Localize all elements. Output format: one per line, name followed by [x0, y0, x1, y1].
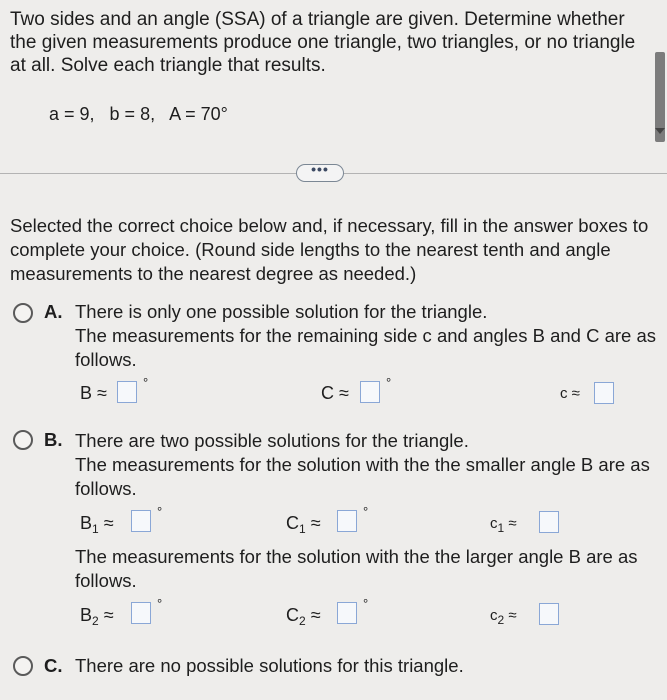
answer-box-B2[interactable]: [131, 602, 151, 624]
label-c2: $c_2$ ≈: [490, 607, 517, 627]
choice-b-line3: The measurements for the solution with the the larger angle B are as follows.: [75, 546, 638, 591]
radio-choice-c[interactable]: [13, 656, 33, 676]
choice-a-letter: A.: [44, 301, 63, 322]
radio-choice-b[interactable]: [13, 430, 33, 450]
degree-symbol: °: [157, 596, 163, 611]
answer-box-C1[interactable]: [337, 510, 357, 532]
choice-a-text: [75, 300, 660, 372]
label-C2: $C_2$ ≈: [286, 605, 321, 628]
label-c1: $c_1$ ≈: [490, 515, 517, 535]
choice-a-line1: There is only one possible solution for the triangle.: [75, 301, 488, 322]
label-C1: $C_1$ ≈: [286, 513, 321, 536]
choice-b-text: [75, 429, 660, 501]
label-B1: $B_1$ ≈: [80, 513, 114, 536]
problem-statement: Two sides and an angle (SSA) of a triangle are given. Determine whether the given measurements produce one triangle, two triangles, or no triangle at all. Solve each triangle that results.: [10, 9, 636, 76]
answer-box-c[interactable]: [594, 382, 614, 404]
choice-b-letter: B.: [44, 429, 63, 450]
degree-symbol: °: [143, 375, 149, 390]
choice-c-letter: C.: [44, 655, 63, 676]
answer-box-c2[interactable]: [539, 603, 559, 625]
radio-choice-a[interactable]: [13, 303, 33, 323]
choice-b-line2: The measurements for the solution with the the smaller angle B are as follows.: [75, 454, 650, 499]
choice-a-line2: The measurements for the remaining side c and angles B and C are as follows.: [75, 325, 657, 370]
more-button[interactable]: •••: [296, 164, 344, 182]
answer-box-B1[interactable]: [131, 510, 151, 532]
degree-symbol: °: [363, 596, 369, 611]
degree-symbol: °: [363, 504, 369, 519]
label-C: C ≈: [321, 383, 349, 403]
label-B2: $B_2$ ≈: [80, 605, 114, 628]
degree-symbol: °: [157, 504, 163, 519]
label-c: c ≈: [560, 385, 580, 402]
answer-box-c1[interactable]: [539, 511, 559, 533]
answer-box-C2[interactable]: [337, 602, 357, 624]
degree-symbol: °: [386, 375, 392, 390]
choice-b-line1: There are two possible solutions for the triangle.: [75, 430, 469, 451]
given-values: a = 9, b = 8, A = 70°: [49, 104, 228, 124]
scroll-down-icon[interactable]: [655, 128, 665, 134]
instructions: Selected the correct choice below and, if necessary, fill in the answer boxes to complete your choice. (Round side lengths to the nearest tenth and angle measurements to the nearest degree as needed.): [10, 215, 649, 284]
choice-c-text: There are no possible solutions for this triangle.: [75, 655, 464, 676]
label-B: B ≈: [80, 383, 107, 403]
answer-box-C[interactable]: [360, 381, 380, 403]
answer-box-B[interactable]: [117, 381, 137, 403]
